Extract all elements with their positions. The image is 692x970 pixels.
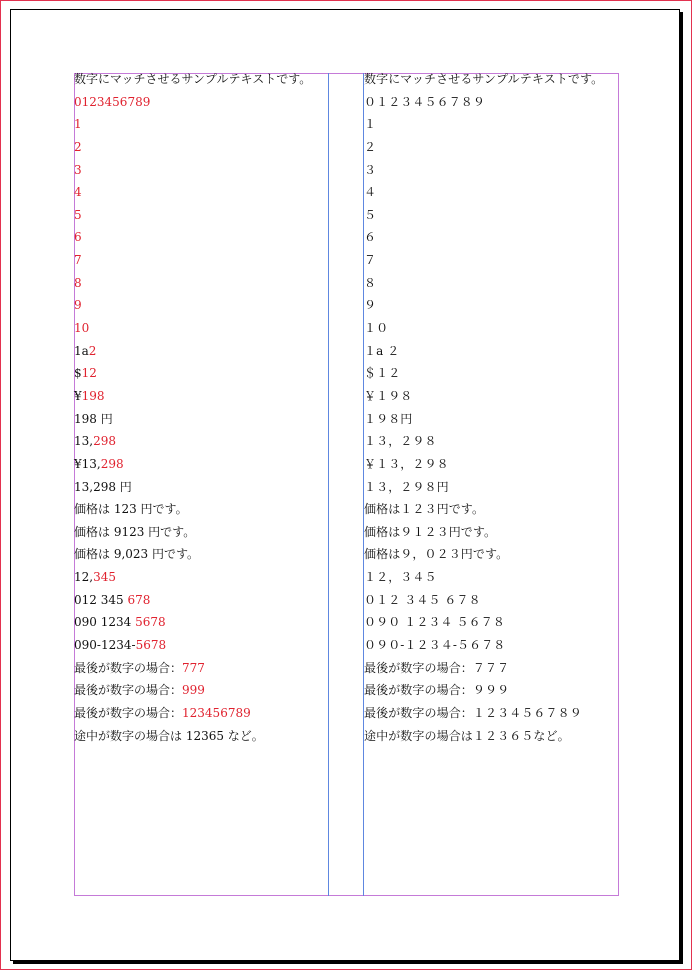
text-run: 途中が数字の場合は１２３６５など。	[364, 728, 570, 743]
matched-number: 2	[88, 343, 97, 358]
text-run: 198 円	[74, 411, 113, 426]
text-run: 価格は９，０２３円です。	[364, 547, 509, 562]
text-run: 数字にマッチさせるサンプルテキストです。	[364, 72, 604, 86]
text-line	[364, 613, 618, 636]
text-line	[74, 93, 328, 116]
text-line	[74, 613, 328, 636]
text-line	[74, 659, 328, 682]
text-line	[364, 138, 618, 161]
text-run: ０９０ １２３４ ５６７８	[364, 615, 505, 630]
text-run: １３，２９８	[364, 434, 437, 449]
text-line	[74, 364, 328, 387]
matched-number: 345	[93, 570, 116, 585]
text-line	[364, 636, 618, 659]
matched-number: 678	[127, 592, 151, 607]
text-run: ４	[364, 185, 377, 200]
text-run: 最後が数字の場合：	[74, 660, 183, 675]
text-line	[74, 500, 328, 523]
matched-number: 7	[74, 253, 82, 268]
text-run: ８	[364, 275, 377, 290]
text-run: ６	[364, 230, 377, 245]
text-line	[364, 478, 618, 501]
text-run: ９	[364, 298, 377, 313]
text-run: 最後が数字の場合：７７７	[364, 660, 510, 675]
text-run: 途中が数字の場合は 12365 など。	[74, 728, 264, 743]
text-line	[364, 206, 618, 229]
text-line	[74, 228, 328, 251]
text-line	[364, 319, 618, 342]
text-run: ５	[364, 207, 377, 222]
text-run: $	[74, 366, 82, 381]
text-line	[364, 183, 618, 206]
text-line	[364, 70, 618, 93]
matched-number: 298	[93, 434, 116, 449]
text-run: 価格は 9123 円です。	[74, 524, 196, 539]
text-run: ¥13,	[74, 456, 101, 471]
text-run: 090 1234	[74, 615, 136, 630]
text-line	[364, 93, 618, 116]
text-line	[74, 568, 328, 591]
text-run: 価格は１２３円です。	[364, 502, 485, 517]
text-line	[74, 455, 328, 478]
text-run: ￥１３，２９８	[364, 456, 449, 471]
text-frame-right[interactable]	[364, 70, 618, 749]
text-line	[364, 364, 618, 387]
text-line	[74, 161, 328, 184]
text-run: １９８円	[364, 411, 413, 426]
text-line	[364, 432, 618, 455]
matched-number: 3	[74, 162, 82, 177]
text-line	[74, 545, 328, 568]
matched-number: 9	[74, 298, 82, 313]
text-line	[74, 410, 328, 433]
text-line	[74, 342, 328, 365]
text-line	[74, 115, 328, 138]
text-run: 12,	[74, 570, 94, 585]
text-run: １２，３４５	[364, 570, 437, 585]
text-run: ０１２３４５６７８９	[364, 94, 486, 109]
text-run: ２	[364, 139, 377, 154]
text-line	[364, 274, 618, 297]
text-run: １	[364, 117, 377, 132]
text-line	[364, 455, 618, 478]
text-line	[364, 591, 618, 614]
matched-number: 10	[74, 321, 90, 336]
text-line	[364, 681, 618, 704]
matched-number: 4	[74, 185, 82, 200]
text-run: 1a	[74, 343, 89, 358]
matched-number: 0123456789	[74, 94, 151, 109]
text-run: 012 345	[74, 592, 128, 607]
text-line	[74, 636, 328, 659]
text-run: ＄１２	[364, 366, 401, 381]
text-run: １３，２９８円	[364, 479, 449, 494]
text-line	[364, 387, 618, 410]
text-line	[74, 70, 328, 93]
text-line	[364, 545, 618, 568]
text-line	[364, 161, 618, 184]
matched-number: 5678	[135, 638, 167, 653]
text-run: 最後が数字の場合：	[74, 705, 183, 720]
text-line	[74, 296, 328, 319]
text-run: ￥１９８	[364, 388, 413, 403]
text-run: 最後が数字の場合：１２３４５６７８９	[364, 705, 582, 720]
text-line	[74, 319, 328, 342]
text-line	[74, 432, 328, 455]
text-run: ７	[364, 253, 377, 268]
text-line	[74, 274, 328, 297]
text-run: ３	[364, 162, 377, 177]
matched-number: 777	[182, 660, 205, 675]
text-line	[74, 591, 328, 614]
matched-number: 198	[81, 388, 105, 403]
matched-number: 5678	[135, 615, 166, 630]
text-line	[74, 138, 328, 161]
text-line	[74, 523, 328, 546]
matched-number: 6	[74, 230, 82, 245]
matched-number: 2	[74, 139, 82, 154]
text-line	[364, 342, 618, 365]
text-run: ０９０-１２３４-５６７８	[364, 638, 506, 653]
column-guide-left	[328, 73, 329, 896]
text-run: 価格は 9,023 円です。	[74, 547, 200, 562]
text-line	[364, 568, 618, 591]
text-run: 最後が数字の場合：９９９	[364, 683, 510, 698]
text-run: ¥	[74, 388, 82, 403]
text-line	[74, 387, 328, 410]
text-run: １a ２	[364, 343, 400, 358]
text-line	[74, 681, 328, 704]
text-line	[364, 251, 618, 274]
text-run: 13,	[74, 434, 94, 449]
text-line	[74, 727, 328, 750]
matched-number: 1	[74, 117, 82, 132]
text-run: 数字にマッチさせるサンプルテキストです。	[74, 72, 312, 86]
matched-number: 298	[100, 456, 124, 471]
text-frame-left[interactable]	[74, 70, 328, 749]
text-run: 最後が数字の場合：	[74, 683, 183, 698]
matched-number: 5	[74, 207, 82, 222]
text-line	[74, 704, 328, 727]
text-line	[364, 115, 618, 138]
text-line	[74, 206, 328, 229]
text-run: 価格は９１２３円です。	[364, 524, 497, 539]
matched-number: 999	[182, 683, 205, 698]
text-run: １０	[364, 321, 389, 336]
text-line	[364, 500, 618, 523]
text-line	[364, 410, 618, 433]
text-line	[364, 228, 618, 251]
text-line	[74, 478, 328, 501]
text-run: ０１２ ３４５ ６７８	[364, 592, 481, 607]
matched-number: 8	[74, 275, 82, 290]
matched-number: 123456789	[182, 705, 251, 720]
text-line	[74, 251, 328, 274]
text-line	[364, 523, 618, 546]
text-line	[364, 704, 618, 727]
text-run: 価格は 123 円です。	[74, 502, 188, 517]
text-line	[74, 183, 328, 206]
text-line	[364, 296, 618, 319]
text-run: 13,298 円	[74, 479, 132, 494]
matched-number: 12	[81, 366, 97, 381]
text-line	[364, 659, 618, 682]
text-run: 090-1234-	[74, 638, 136, 653]
text-line	[364, 727, 618, 750]
